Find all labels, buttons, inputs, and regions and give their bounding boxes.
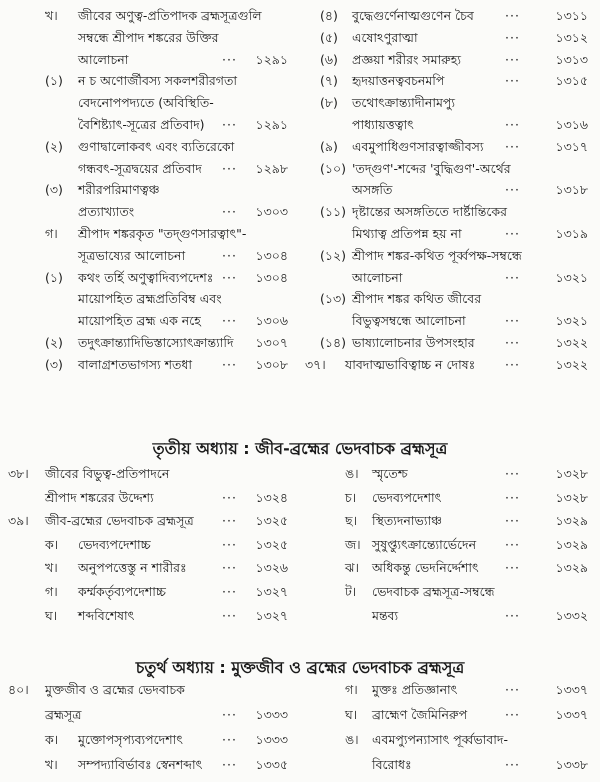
toc-entry bbox=[300, 30, 600, 52]
entry-number: খ। bbox=[45, 757, 58, 772]
page-number: ১৩২৮ bbox=[555, 489, 588, 505]
toc-entry-line bbox=[300, 313, 600, 335]
entry-title: বেদনোপপদ্যতে (অবিস্থিতি- bbox=[78, 95, 214, 111]
leader-dots: ··· bbox=[505, 313, 520, 329]
toc-entry-line bbox=[0, 490, 300, 514]
page-number: ১৩২২ bbox=[555, 334, 588, 350]
entry-title: শব্দবিশেষাৎ bbox=[78, 607, 135, 623]
toc-entry-line bbox=[0, 757, 300, 782]
page-number: ১৩২৫ bbox=[255, 513, 288, 529]
toc-entry bbox=[0, 139, 300, 183]
entry-number: ঙ। bbox=[345, 466, 359, 481]
entry-title: স্থিত্যদনাভ্যাঞ্চ bbox=[372, 513, 442, 529]
page-number: ১৩২৯ bbox=[555, 536, 588, 552]
page-number: ১৩৩৭ bbox=[555, 682, 588, 697]
entry-title: স্মৃতেশ্চ bbox=[372, 466, 408, 481]
toc-entry bbox=[300, 357, 600, 379]
toc-entry-line bbox=[300, 52, 600, 74]
toc-entry bbox=[300, 732, 600, 782]
toc-entry bbox=[300, 707, 600, 732]
entry-number: (১২) bbox=[320, 247, 346, 263]
toc-entry bbox=[0, 73, 300, 138]
toc-entry bbox=[0, 291, 300, 335]
entry-title: পাধ্যায়ত্তত্বাৎ bbox=[352, 116, 414, 132]
entry-title: মায়োপহিত ব্রহ্ম এক নহে bbox=[78, 313, 201, 329]
entry-title: মুক্তোপসৃপ্যব্যপদেশাৎ bbox=[78, 732, 183, 747]
entry-title: ভাষ্যালোচনার উপসংহার bbox=[352, 334, 475, 350]
toc-entry-line bbox=[0, 8, 300, 30]
toc-entry bbox=[0, 584, 300, 608]
entry-number: (১০) bbox=[320, 160, 346, 176]
toc-entry-line bbox=[300, 270, 600, 292]
entry-title: মুক্তঃ প্রতিজ্ঞানাৎ bbox=[372, 682, 458, 697]
toc-entry bbox=[0, 537, 300, 561]
entry-title: ভেদব্যপদেশাৎ bbox=[372, 489, 442, 505]
page-number: ১৩১৭ bbox=[555, 138, 588, 154]
toc-entry-line bbox=[300, 757, 600, 782]
toc-entry bbox=[300, 95, 600, 139]
toc-entry bbox=[0, 270, 300, 292]
entry-number: (৩) bbox=[45, 182, 63, 198]
entry-number: ঝ। bbox=[345, 560, 359, 576]
toc-entry-line bbox=[300, 248, 600, 270]
entry-title: শ্রীপাদ শঙ্কর কথিত জীবের bbox=[352, 291, 482, 307]
toc-entry-line bbox=[300, 95, 600, 117]
page-number: ১৩২৬ bbox=[255, 560, 288, 576]
leader-dots: ··· bbox=[222, 732, 237, 747]
entry-title: সম্বন্ধে শ্রীপাদ শঙ্করের উক্তির bbox=[78, 29, 219, 45]
entry-number: ঘ। bbox=[345, 707, 358, 722]
entry-title: আলোচনা bbox=[78, 51, 129, 67]
toc-entry-line bbox=[300, 584, 600, 608]
entry-title: গুণাদ্বালোকবৎ এবং ব্যতিরেকো bbox=[78, 138, 235, 154]
entry-title: হৃদয়াত্তনত্ববচনমপি bbox=[352, 73, 445, 89]
toc-entry bbox=[300, 8, 600, 30]
page-number: ১৩২৭ bbox=[255, 583, 288, 599]
entry-number: (৬) bbox=[320, 51, 338, 67]
leader-dots: ··· bbox=[505, 73, 520, 89]
toc-entry-line bbox=[0, 335, 300, 357]
toc-entry bbox=[0, 466, 300, 513]
toc-entry-line bbox=[0, 537, 300, 561]
toc-entry-line bbox=[300, 513, 600, 537]
toc-column-left bbox=[0, 8, 300, 379]
chapter-heading: তৃতীয় অধ্যায় : জীব-ব্রহ্মের ভেদবাচক ব্রহ্মসূত্র bbox=[152, 439, 448, 458]
entry-number: চ। bbox=[345, 489, 357, 505]
toc-entry bbox=[0, 8, 300, 73]
toc-entry bbox=[300, 466, 600, 490]
entry-title: জীবের বিভুত্ব-প্রতিপাদনে bbox=[45, 466, 170, 481]
leader-dots: ··· bbox=[505, 8, 520, 23]
entry-title: ব্রাহ্মেণ জৈমিনিরুপ bbox=[372, 707, 468, 722]
page-number: ১৩১৯ bbox=[555, 225, 588, 241]
entry-number: (২) bbox=[45, 334, 63, 350]
toc-entry bbox=[300, 204, 600, 248]
leader-dots: ··· bbox=[222, 204, 237, 220]
toc-entry bbox=[300, 513, 600, 537]
entry-title: সম্পদ্যাবির্ভাবঃ স্বেনশব্দাৎ bbox=[78, 757, 203, 772]
entry-title: প্রত্যাখ্যাতং bbox=[78, 204, 135, 220]
entry-number: (৯) bbox=[320, 138, 338, 154]
page-number: ১২৯১ bbox=[255, 51, 288, 67]
entry-title: ন চ অণোর্জীবস্য সকলশরীরগতা bbox=[78, 73, 237, 89]
entry-title: জীব-ব্রহ্মের ভেদবাচক ব্রহ্মসূত্র bbox=[45, 513, 194, 529]
toc-entry-line bbox=[300, 8, 600, 30]
entry-title: বুদ্ধেগুর্ণেনাত্মগুণেন চৈব bbox=[352, 8, 474, 23]
entry-title: সূত্রভাষ্যের আলোচনা bbox=[78, 247, 186, 263]
toc-entry-line bbox=[0, 732, 300, 757]
page-number: ১৩১৩ bbox=[555, 51, 588, 67]
leader-dots: ··· bbox=[222, 583, 237, 599]
page-number: ১৩১৮ bbox=[555, 182, 588, 198]
toc-entry-line bbox=[0, 608, 300, 632]
toc-entry bbox=[0, 682, 300, 732]
entry-number: ছ। bbox=[345, 513, 358, 529]
leader-dots: ··· bbox=[222, 160, 237, 176]
page-number: ১৩২৯ bbox=[555, 560, 588, 576]
page-number: ১৩২২ bbox=[555, 356, 588, 372]
entry-title: বৈশিষ্ট্যাৎ-সূত্রের প্রতিবাদ) bbox=[78, 116, 205, 132]
toc-entry-line bbox=[0, 95, 300, 117]
leader-dots: ··· bbox=[505, 334, 520, 350]
page-number: ১৩০৭ bbox=[255, 334, 288, 350]
toc-entry bbox=[300, 73, 600, 95]
entry-title: কর্ম্মকর্তৃব্যপদেশাচ্চ bbox=[78, 583, 166, 599]
leader-dots: ··· bbox=[222, 116, 237, 132]
toc-entry bbox=[300, 584, 600, 631]
page-number: ১৩০৩ bbox=[255, 204, 288, 220]
toc-entry-line bbox=[0, 682, 300, 707]
toc-entry-line bbox=[300, 73, 600, 95]
entry-number: ৩৯। bbox=[8, 513, 29, 529]
toc-entry-line bbox=[0, 226, 300, 248]
toc-entry-line bbox=[0, 117, 300, 139]
entry-title: এবমপ্যুপন্যাসাৎ পূর্ব্বভাবাদ- bbox=[372, 732, 508, 747]
toc-entry bbox=[0, 757, 300, 782]
entry-title: শ্রীপাদ শঙ্কর-কথিত পূর্ব্বপক্ষ-সম্বন্ধে bbox=[352, 247, 522, 263]
entry-title: শ্রীপাদ শঙ্করকৃত "তদ্গুণসারত্বাৎ"- bbox=[78, 225, 247, 241]
toc-entry bbox=[0, 226, 300, 270]
toc-entry bbox=[0, 560, 300, 584]
toc-entry bbox=[300, 291, 600, 335]
toc-entry-line bbox=[0, 291, 300, 313]
entry-number: ৩৮। bbox=[8, 466, 29, 481]
toc-entry bbox=[300, 537, 600, 561]
page-number: ১৩১৫ bbox=[555, 73, 588, 89]
leader-dots: ··· bbox=[505, 51, 520, 67]
leader-dots: ··· bbox=[505, 225, 520, 241]
entry-title: বিভুত্বসম্বন্ধে আলোচনা bbox=[352, 313, 466, 329]
page-number: ১৩২১ bbox=[555, 313, 588, 329]
page-number: ১৩২৮ bbox=[555, 466, 588, 481]
page-number: ১২৯৮ bbox=[255, 160, 288, 176]
entry-title: আলোচনা bbox=[352, 269, 403, 285]
page-number: ১৩২৭ bbox=[255, 607, 288, 623]
leader-dots: ··· bbox=[222, 269, 237, 285]
toc-entry-line bbox=[300, 357, 600, 379]
leader-dots: ··· bbox=[505, 707, 520, 722]
toc-column-left bbox=[0, 466, 300, 631]
toc-entry-line bbox=[300, 30, 600, 52]
toc-entry-line bbox=[300, 537, 600, 561]
entry-title: ভেদবাচক ব্রহ্মসূত্র-সম্বন্ধে bbox=[372, 583, 495, 599]
entry-number: (১৪) bbox=[320, 334, 346, 350]
entry-title: মায়োপহিত ব্রহ্মপ্রতিবিম্ব এবং bbox=[78, 291, 222, 307]
toc-entry-line bbox=[0, 161, 300, 183]
entry-title: অসঙ্গতি bbox=[352, 182, 393, 198]
entry-title: যাবদাত্মভাবিত্বাচ্চ ন দোষঃ bbox=[345, 356, 476, 372]
toc-entry-line bbox=[0, 73, 300, 95]
toc-entry-line bbox=[300, 466, 600, 490]
leader-dots: ··· bbox=[505, 466, 520, 481]
leader-dots: ··· bbox=[222, 247, 237, 263]
toc-entry bbox=[300, 161, 600, 205]
entry-title: বালাগ্রশতভাগস্য শতধা bbox=[78, 356, 193, 372]
entry-number: জ। bbox=[345, 536, 361, 552]
page-number: ১৩১৬ bbox=[555, 116, 588, 132]
entry-title: এষোঽণুরাত্মা bbox=[352, 29, 418, 45]
leader-dots: ··· bbox=[505, 513, 520, 529]
entry-number: (১১) bbox=[320, 204, 346, 220]
toc-entry-line bbox=[0, 270, 300, 292]
entry-number: গ। bbox=[345, 682, 358, 697]
entry-title: প্রজ্ঞয়া শরীরং সমারুহ্য bbox=[352, 51, 461, 67]
toc-entry bbox=[300, 248, 600, 292]
entry-number: (১৩) bbox=[320, 291, 346, 307]
entry-number: গ। bbox=[45, 225, 58, 241]
page-number: ১৩১২ bbox=[555, 29, 588, 45]
leader-dots: ··· bbox=[505, 116, 520, 132]
toc-entry-line bbox=[0, 313, 300, 335]
toc-entry bbox=[0, 732, 300, 757]
toc-entry-line bbox=[300, 161, 600, 183]
entry-number: (৫) bbox=[320, 29, 338, 45]
entry-title: তদুৎক্রান্ত্যাদিভিস্তাস্যোৎক্রান্ত্যাদি bbox=[78, 334, 234, 350]
page-number: ১৩৩২ bbox=[555, 607, 588, 623]
entry-number: খ। bbox=[45, 8, 58, 23]
page-number: ১৩০৪ bbox=[255, 247, 288, 263]
leader-dots: ··· bbox=[222, 560, 237, 576]
entry-number: (৭) bbox=[320, 73, 338, 89]
entry-number: (৩) bbox=[45, 356, 63, 372]
entry-title: শরীরপরিমাণত্বঞ্চ bbox=[78, 182, 160, 198]
entry-number: (২) bbox=[45, 138, 63, 154]
entry-number: গ। bbox=[45, 583, 58, 599]
entry-number: ঘ। bbox=[45, 607, 58, 623]
entry-title: সুষুপ্ত্যুৎক্রান্ত্যোর্ভেদেন bbox=[372, 536, 477, 552]
toc-entry-line bbox=[0, 52, 300, 74]
chapter-heading: চতুর্থ অধ্যায় : মুক্তজীব ও ব্রহ্মের ভেদবাচক ব্রহ্মসূত্র bbox=[135, 658, 465, 677]
page-number: ১৩০৬ bbox=[255, 313, 288, 329]
leader-dots: ··· bbox=[222, 489, 237, 505]
page-number: ১৩২৯ bbox=[555, 513, 588, 529]
entry-title: মিথ্যাত্ব প্রতিপন্ন হয় না bbox=[352, 225, 462, 241]
entry-number: (৪) bbox=[320, 8, 338, 23]
page-number: ১৩৩৭ bbox=[555, 707, 588, 722]
toc-entry bbox=[0, 357, 300, 379]
entry-title: কথং তর্হি অণুত্বাদিব্যপদেশঃ bbox=[78, 269, 214, 285]
toc-entry bbox=[300, 490, 600, 514]
toc-entry-line bbox=[300, 182, 600, 204]
leader-dots: ··· bbox=[505, 138, 520, 154]
toc-entry bbox=[300, 560, 600, 584]
entry-number: খ। bbox=[45, 560, 58, 576]
leader-dots: ··· bbox=[222, 607, 237, 623]
entry-title: তথোৎক্রান্ত্যাদীনামপ্যু bbox=[352, 95, 456, 111]
page-number: ১৩২৪ bbox=[255, 489, 288, 505]
leader-dots: ··· bbox=[505, 757, 520, 772]
toc-entry-line bbox=[300, 732, 600, 757]
leader-dots: ··· bbox=[222, 313, 237, 329]
entry-title: দৃষ্টান্তের অসঙ্গতিতে দার্ষ্টান্তিকের bbox=[352, 204, 508, 220]
page-number: ১৩২১ bbox=[555, 269, 588, 285]
entry-title: মুক্তজীব ও ব্রহ্মের ভেদবাচক bbox=[45, 682, 185, 697]
leader-dots: ··· bbox=[505, 560, 520, 576]
leader-dots: ··· bbox=[222, 757, 237, 772]
toc-column-right bbox=[300, 8, 600, 379]
entry-title: ভেদব্যপদেশাচ্চ bbox=[78, 536, 151, 552]
entry-number: (১) bbox=[45, 269, 63, 285]
leader-dots: ··· bbox=[505, 182, 520, 198]
toc-entry bbox=[300, 139, 600, 161]
leader-dots: ··· bbox=[505, 682, 520, 697]
entry-number: ৪০। bbox=[8, 682, 29, 697]
page-number: ১২৯১ bbox=[255, 116, 288, 132]
toc-entry-line bbox=[300, 291, 600, 313]
toc-column-right bbox=[300, 682, 600, 782]
leader-dots: ··· bbox=[505, 356, 520, 372]
page-number: ১৩৩৩ bbox=[255, 707, 288, 722]
page-number: ১৩৩৮ bbox=[555, 757, 588, 772]
toc-entry-line bbox=[300, 117, 600, 139]
toc-entry-line bbox=[300, 682, 600, 707]
toc-entry-line bbox=[0, 466, 300, 490]
toc-entry-line bbox=[300, 608, 600, 632]
entry-title: এবমুপাধিগুণসারত্বাজ্জীবস্য bbox=[352, 138, 484, 154]
toc-entry-line bbox=[0, 139, 300, 161]
toc-entry bbox=[300, 52, 600, 74]
page-number: ১৩১১ bbox=[555, 8, 588, 23]
toc-entry-line bbox=[0, 30, 300, 52]
leader-dots: ··· bbox=[505, 269, 520, 285]
entry-title: মন্তব্য bbox=[372, 607, 399, 623]
entry-number: ক। bbox=[45, 732, 59, 747]
leader-dots: ··· bbox=[222, 707, 237, 722]
entry-title: বিরোধঃ bbox=[372, 757, 412, 772]
toc-entry-line bbox=[300, 139, 600, 161]
toc-entry-line bbox=[300, 707, 600, 732]
entry-number: (৮) bbox=[320, 95, 338, 111]
leader-dots: ··· bbox=[505, 489, 520, 505]
toc-entry bbox=[300, 335, 600, 357]
toc-entry-line bbox=[300, 204, 600, 226]
entry-title: 'তদ্গুণ'-শব্দের 'বুদ্ধিগুণ'-অর্থের bbox=[352, 160, 511, 176]
toc-column-right bbox=[300, 466, 600, 631]
toc-entry-line bbox=[0, 584, 300, 608]
page-number: ১৩৩৩ bbox=[255, 732, 288, 747]
entry-title: গন্ধবৎ-সূত্রদ্বয়ের প্রতিবাদ bbox=[78, 160, 202, 176]
entry-number: ৩৭। bbox=[305, 356, 326, 372]
page-number: ১৩০৪ bbox=[255, 269, 288, 285]
toc-entry-line bbox=[0, 560, 300, 584]
leader-dots: ··· bbox=[222, 536, 237, 552]
page-number: ১৩২৫ bbox=[255, 536, 288, 552]
toc-column-left bbox=[0, 682, 300, 782]
toc-entry-line bbox=[0, 182, 300, 204]
toc-entry-line bbox=[0, 204, 300, 226]
toc-entry bbox=[300, 682, 600, 707]
leader-dots: ··· bbox=[222, 356, 237, 372]
toc-entry-line bbox=[0, 707, 300, 732]
entry-number: ট। bbox=[345, 583, 357, 599]
entry-title: জীবের অণুত্ব-প্রতিপাদক ব্রহ্মসূত্রগুলি bbox=[78, 8, 262, 23]
entry-title: ব্রহ্মসূত্র bbox=[45, 707, 82, 722]
toc-entry-line bbox=[0, 248, 300, 270]
toc-entry-line bbox=[300, 490, 600, 514]
toc-entry-line bbox=[300, 560, 600, 584]
toc-entry bbox=[0, 335, 300, 357]
toc-entry-line bbox=[0, 513, 300, 537]
toc-entry-line bbox=[300, 226, 600, 248]
toc-entry bbox=[0, 182, 300, 226]
leader-dots: ··· bbox=[222, 513, 237, 529]
leader-dots: ··· bbox=[505, 29, 520, 45]
entry-number: ক। bbox=[45, 536, 59, 552]
page-number: ১৩০৮ bbox=[255, 356, 288, 372]
toc-entry bbox=[0, 513, 300, 537]
toc-entry bbox=[0, 608, 300, 632]
leader-dots: ··· bbox=[505, 607, 520, 623]
entry-title: অধিকন্তু ভেদনির্দ্দেশাৎ bbox=[372, 560, 479, 576]
leader-dots: ··· bbox=[222, 51, 237, 67]
entry-title: অনুপপত্তেস্তু ন শারীরঃ bbox=[78, 560, 187, 576]
toc-entry-line bbox=[300, 335, 600, 357]
leader-dots: ··· bbox=[505, 536, 520, 552]
entry-number: (১) bbox=[45, 73, 63, 89]
toc-entry-line bbox=[0, 357, 300, 379]
entry-title: শ্রীপাদ শঙ্করের উদ্দেশ্য bbox=[45, 489, 154, 505]
entry-number: ঙ। bbox=[345, 732, 359, 747]
page-number: ১৩৩৫ bbox=[255, 757, 288, 772]
